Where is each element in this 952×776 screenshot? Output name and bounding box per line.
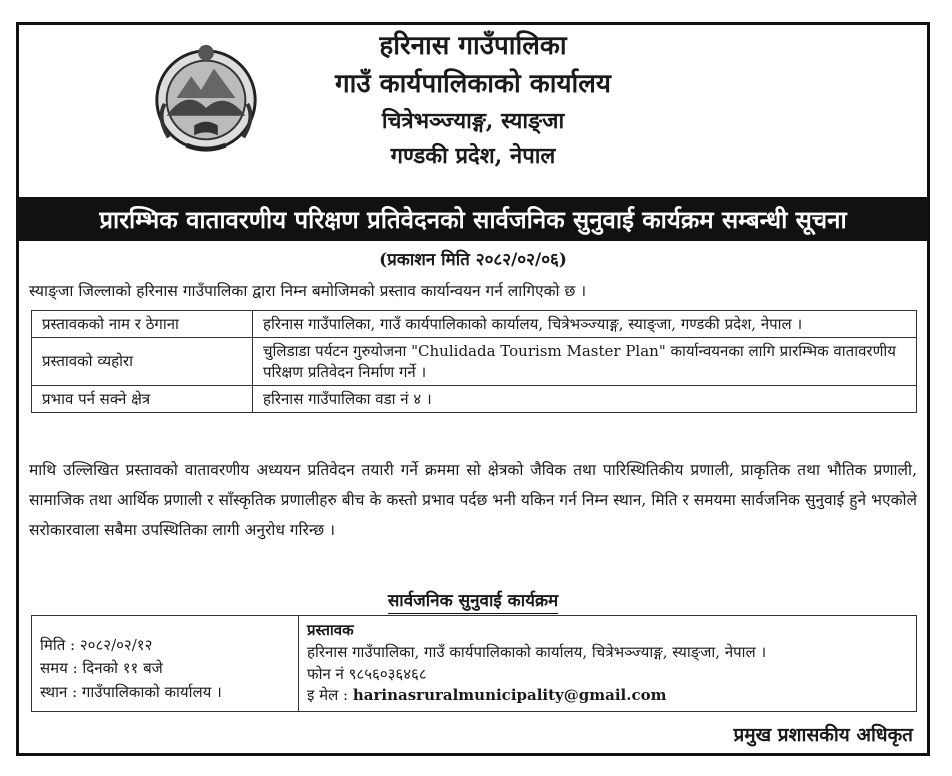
proposal-details-value: चुलिडाडा पर्यटन गुरुयोजना "Chulidada Tourism Master Plan" कार्यान्वयनका लागि प्रारम्भिक वातावरणीय परिक्षण प्रतिवेदन निर्माण गर्ने ।: [253, 338, 917, 386]
proposer-email-line: [307, 685, 908, 707]
proposer-contact-cell: [299, 616, 917, 712]
event-section-title: [19, 588, 927, 611]
event-title-text: सार्वजनिक सुनुवाई कार्यक्रम: [388, 591, 558, 614]
office-title: [19, 29, 927, 170]
event-venue: स्थान : गाउँपालिकाको कार्यालय ।: [40, 682, 222, 701]
proposer-phone: फोन नं ९८५६०३६४६८: [307, 664, 427, 683]
proposer-address: हरिनास गाउँपालिका, गाउँ कार्यपालिकाको कार्यालय, चित्रेभञ्ज्याङ्ग, स्याङ्जा, नेपाल ।: [307, 642, 767, 661]
event-date: मिति : २०८२/०२/१२: [40, 636, 153, 654]
notice-title-banner: प्रारम्भिक वातावरणीय परिक्षण प्रतिवेदनको सार्वजनिक सुनुवाई कार्यक्रम सम्बन्धी सूचना: [19, 197, 927, 241]
email-label: इ मेल :: [307, 686, 353, 705]
municipality-name: हरिनास गाउँपालिका: [379, 31, 567, 61]
affected-area-value: हरिनास गाउँपालिका वडा नं ४ ।: [253, 385, 917, 412]
notice-header: [19, 25, 927, 195]
office-location: चित्रेभञ्ज्याङ्ग, स्याङ्जा: [381, 108, 565, 135]
event-details-table: [31, 615, 917, 712]
table-row: [32, 385, 917, 412]
event-time: समय : दिनको ११ बजे: [40, 659, 163, 678]
province-country: गण्डकी प्रदेश, नेपाल: [390, 143, 556, 170]
email-address: harinasruralmunicipality@gmail.com: [352, 686, 667, 705]
notice-body-paragraph: माथि उल्लिखित प्रस्तावको वातावरणीय अध्ययन प्रतिवेदन तयारी गर्ने क्रममा सो क्षेत्रको जैविक तथा पारिस्थितिकीय प्रणाली, प्राकृतिक तथा भौतिक प्रणाली, सामाजिक तथा आर्थिक प्रणाली र साँस्कृतिक प्रणालीहरु बीच के कस्तो प्रभाव पर्दछ भनी यकिन गर्न निम्न स्थान, मिति र समयमा सार्वजनिक सुनुवाई हुने भएकोले सरोकारवाला सबैमा उपस्थितिका लागी अनुरोध गरिन्छ ।: [29, 461, 917, 539]
office-name: गाउँ कार्यपालिकाको कार्यालय: [335, 68, 611, 99]
public-notice: [16, 22, 930, 756]
proposer-name-value: हरिनास गाउँपालिका, गाउँ कार्यपालिकाको कार्यालय, चित्रेभञ्ज्याङ्ग, स्याङ्जा, गण्डकी प्रदेश, नेपाल ।: [253, 311, 917, 338]
table-row: [32, 311, 917, 338]
event-schedule-cell: [32, 616, 299, 712]
proposer-heading: प्रस्तावक: [307, 621, 354, 639]
intro-text: स्याङ्जा जिल्लाको हरिनास गाउँपालिका द्वारा निम्न बमोजिमको प्रस्ताव कार्यान्वयन गर्न लागिएको छ ।: [29, 282, 587, 300]
publication-date: (प्रकाशन मिति २०८२/०२/०६): [379, 250, 567, 270]
proposer-name-label: प्रस्तावकको नाम र ठेगाना: [32, 311, 253, 338]
proposal-details-label: प्रस्तावको व्यहोरा: [32, 338, 253, 386]
table-row: [32, 616, 917, 712]
signatory-title: प्रमुख प्रशासकीय अधिकृत: [733, 724, 913, 746]
proposal-info-table: [31, 310, 917, 413]
table-row: [32, 338, 917, 386]
affected-area-label: प्रभाव पर्न सक्ने क्षेत्र: [32, 385, 253, 412]
